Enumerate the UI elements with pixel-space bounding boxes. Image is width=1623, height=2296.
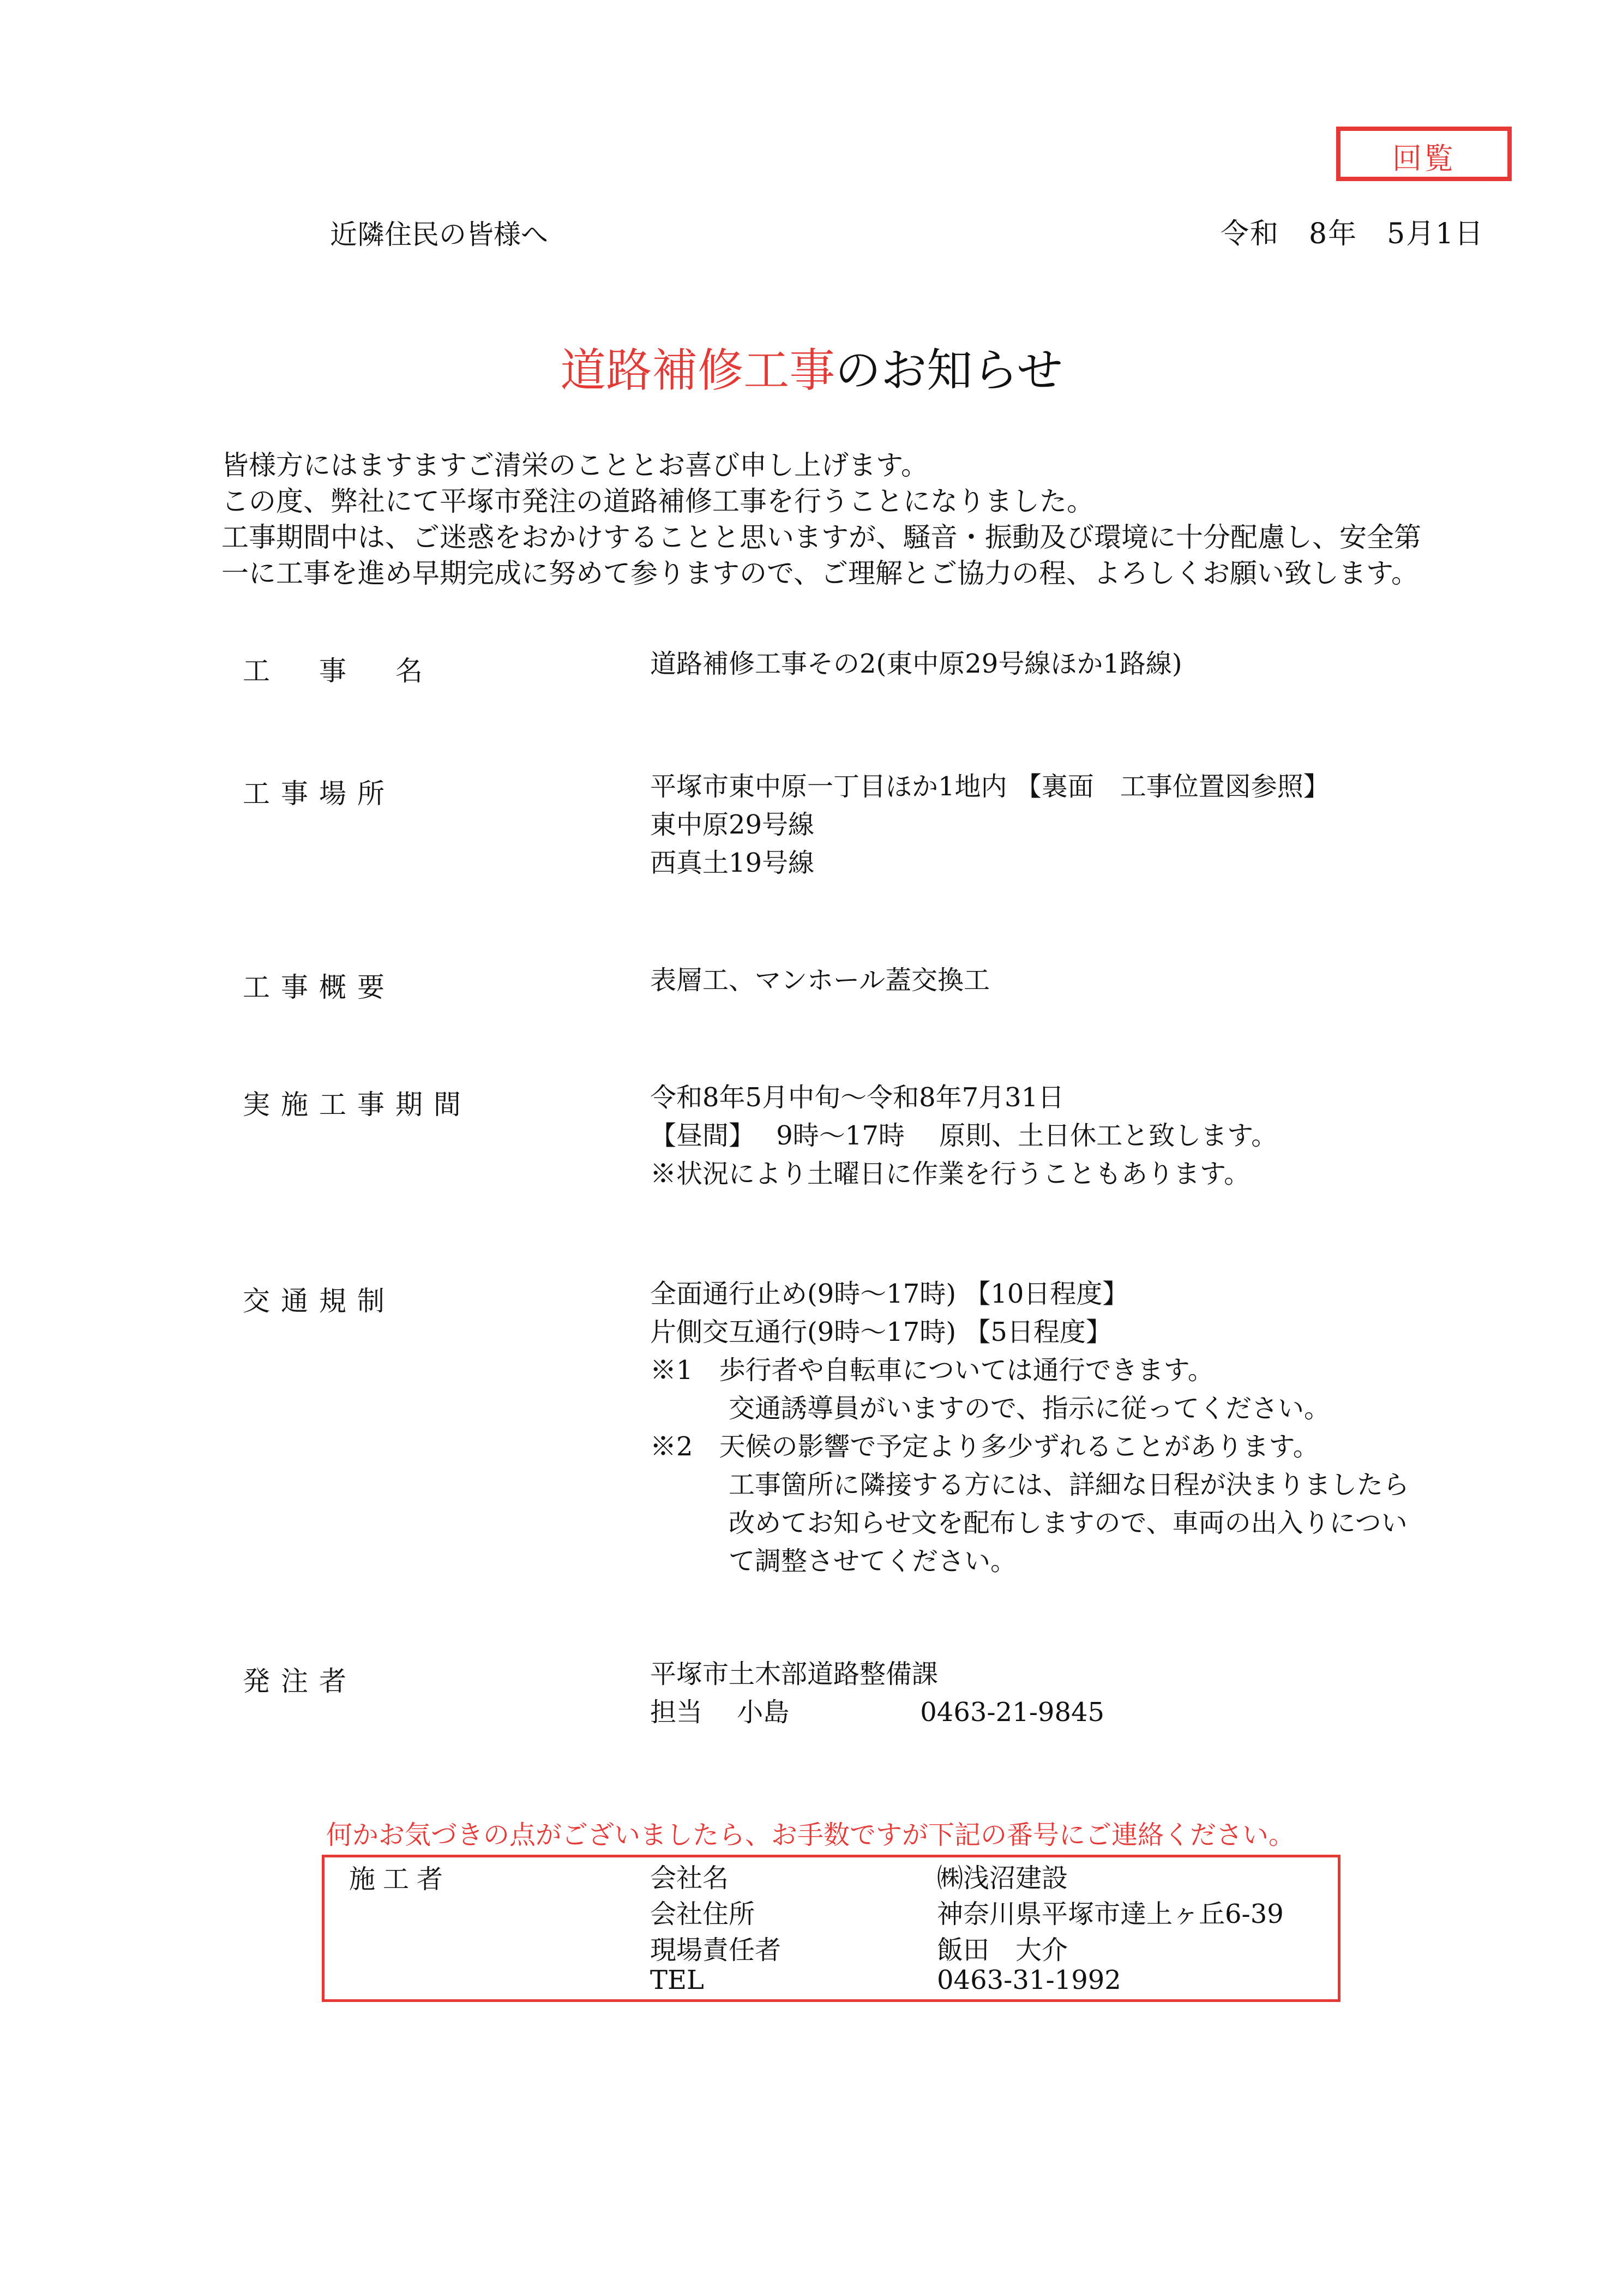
construction-overview-value xyxy=(650,961,990,999)
circulation-stamp-label: 回覧 xyxy=(1392,141,1456,176)
construction-location-label: 工事場所 xyxy=(243,778,395,810)
construction-name-label: 工 事 名 xyxy=(243,655,434,687)
overview-line: 表層工、マンホール蓋交換工 xyxy=(650,965,990,996)
document-title xyxy=(0,334,1623,400)
period-line: 【昼間】 9時～17時 原則、土日休工と致します。 xyxy=(650,1120,1278,1151)
orderer-value xyxy=(650,1655,1104,1731)
orderer-label: 発注者 xyxy=(243,1665,357,1697)
traffic-line: 交通誘導員がいますので、指示に従ってください。 xyxy=(650,1393,1331,1424)
greeting-line: 一に工事を進め早期完成に努めて参りますので、ご理解とご協力の程、よろしくお願い致します。 xyxy=(221,557,1418,589)
construction-name-value xyxy=(650,645,1182,683)
traffic-line: ※2 天候の影響で予定より多少ずれることがあります。 xyxy=(650,1431,1319,1462)
traffic-regulation-label: 交通規制 xyxy=(243,1285,395,1317)
contractor-manager-value: 飯田 大介 xyxy=(937,1935,1068,1965)
greeting-line: 皆様方にはますますご清栄のこととお喜び申し上げます。 xyxy=(221,449,928,481)
orderer-line: 担当 小島 0463-21-9845 xyxy=(650,1697,1105,1728)
location-line: 東中原29号線 xyxy=(650,810,815,840)
construction-location-value xyxy=(650,768,1330,882)
orderer-line: 平塚市土木部道路整備課 xyxy=(650,1659,939,1689)
title-red-part: 道路補修工事 xyxy=(560,344,835,397)
contact-notice: 何かお気づきの点がございましたら、お手数ですが下記の番号にご連絡ください。 xyxy=(326,1820,1295,1850)
location-line: 平塚市東中原一丁目ほか1地内 【裏面 工事位置図参照】 xyxy=(650,771,1330,802)
contractor-tel-value: 0463-31-1992 xyxy=(937,1965,1121,1995)
title-black-part: のお知らせ xyxy=(835,344,1063,397)
construction-name-line: 道路補修工事その2(東中原29号線ほか1路線) xyxy=(650,649,1182,679)
greeting-paragraph xyxy=(221,447,1421,591)
construction-period-label: 実施工事期間 xyxy=(243,1089,472,1120)
contractor-company-name-value: ㈱浅沼建設 xyxy=(937,1863,1068,1893)
contractor-address-label: 会社住所 xyxy=(650,1899,755,1929)
period-line: ※状況により土曜日に作業を行うこともあります。 xyxy=(650,1159,1251,1189)
period-line: 令和8年5月中旬～令和8年7月31日 xyxy=(650,1082,1065,1113)
traffic-line: 片側交互通行(9時～17時) 【5日程度】 xyxy=(650,1317,1112,1347)
greeting-line: 工事期間中は、ご迷惑をおかけすることと思いますが、騒音・振動及び環境に十分配慮し、安全第 xyxy=(221,521,1421,553)
contractor-manager-label: 現場責任者 xyxy=(650,1935,782,1965)
traffic-line: ※1 歩行者や自転車については通行できます。 xyxy=(650,1355,1214,1386)
traffic-line: て調整させてください。 xyxy=(650,1546,1017,1576)
contractor-company-name-label: 会社名 xyxy=(650,1863,729,1893)
contractor-address-value: 神奈川県平塚市達上ヶ丘6-39 xyxy=(937,1899,1284,1929)
addressee: 近隣住民の皆様へ xyxy=(330,219,548,250)
traffic-line: 全面通行止め(9時～17時) 【10日程度】 xyxy=(650,1279,1129,1309)
contractor-label: 施工者 xyxy=(349,1864,451,1895)
construction-overview-label: 工事概要 xyxy=(243,972,395,1003)
traffic-line: 改めてお知らせ文を配布しますので、車両の出入りについ xyxy=(650,1508,1408,1538)
traffic-regulation-value xyxy=(650,1275,1409,1580)
traffic-line: 工事箇所に隣接する方には、詳細な日程が決まりましたら xyxy=(650,1470,1410,1500)
construction-period-value xyxy=(650,1078,1277,1193)
greeting-line: この度、弊社にて平塚市発注の道路補修工事を行うことになりました。 xyxy=(221,485,1094,517)
contractor-tel-label: TEL xyxy=(650,1965,704,1995)
issue-date: 令和 8年 5月1日 xyxy=(1221,218,1484,250)
circulation-stamp xyxy=(1336,127,1512,181)
location-line: 西真土19号線 xyxy=(650,848,815,878)
